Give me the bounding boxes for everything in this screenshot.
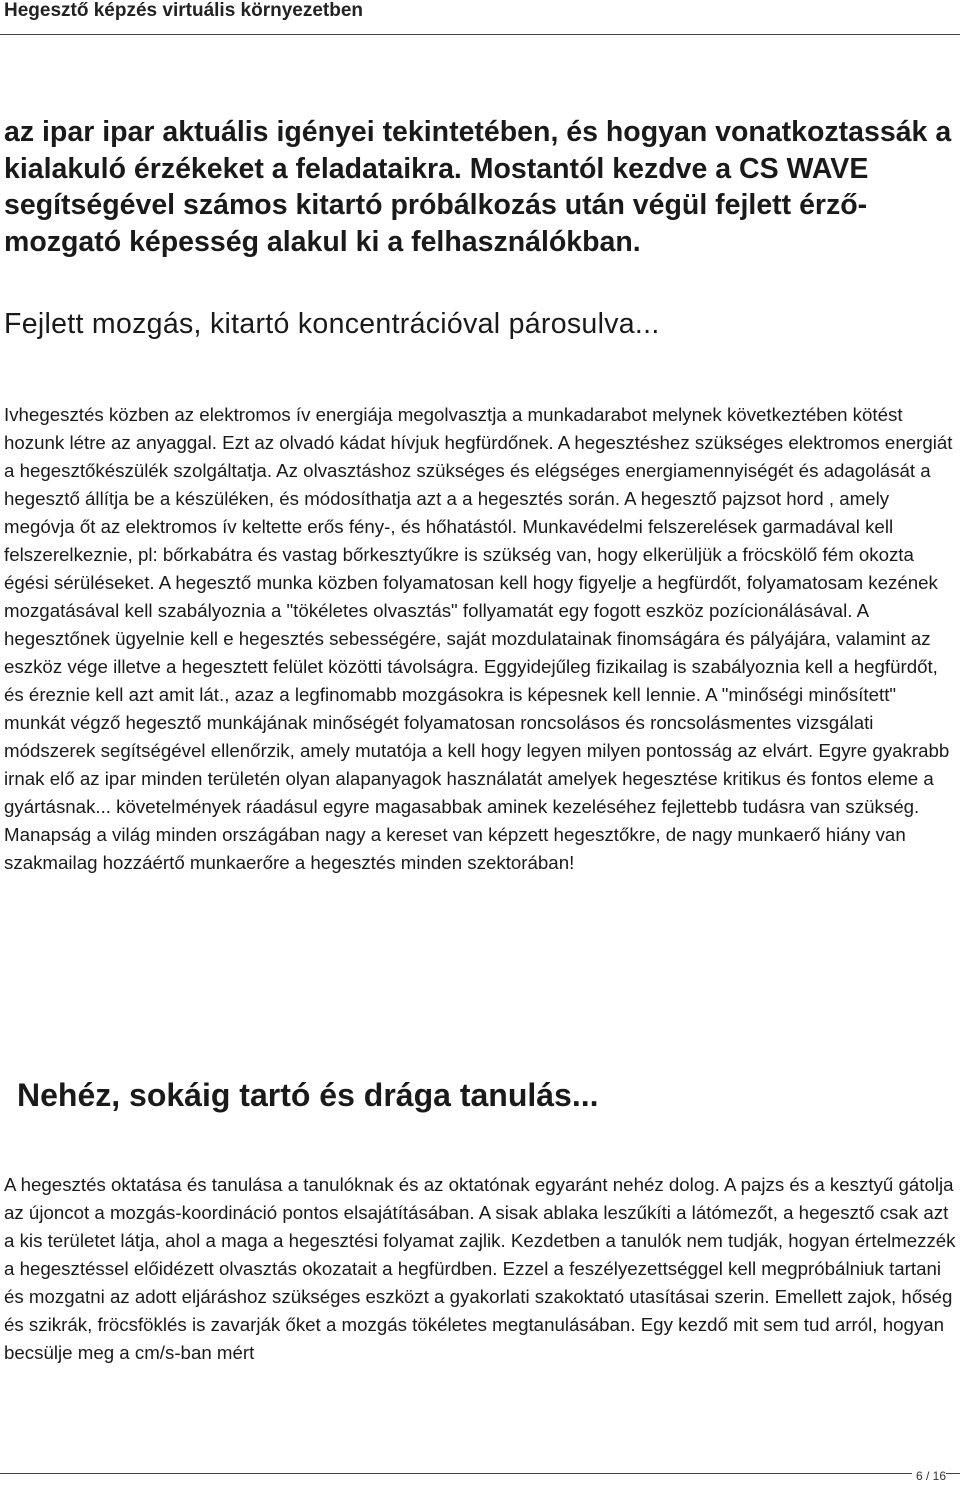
- page-footer: [0, 1469, 960, 1488]
- lead-paragraph: az ipar ipar aktuális igényei tekintetében, és hogyan vonatkoztassák a kialakuló érzékeket a feladataikra. Mostantól kezdve a CS WAVE segítségével számos kitartó próbálkozás után végül fejlett érző-mozgató képesség alakul ki a felhasználókban.: [4, 116, 952, 258]
- page-number: 6 / 16: [912, 1469, 946, 1483]
- body-paragraph-welding: Ivhegesztés közben az elektromos ív energiája megolvasztja a munkadarabot melynek következtében kötést hozunk létre az anyaggal. Ezt az olvadó kádat hívjuk hegfürdőnek. A hegesztéshez szükséges elektromos energiát a hegesztőkészülék szolgáltatja. Az olvasztáshoz szükséges és elégséges energiamennyiségét és adagolását a hegesztő állítja be a készüléken, és módosíthatja azt a a hegesztés során. A hegesztő pajzsot hord , amely megóvja őt az elektromos ív keltette erős fény-, és hőhatástól. Munkavédelmi felszerelések garmadával kell felszerelkeznie, pl: bőrkabátra és vastag bőrkesztyűkre is szükség van, hogy elkerüljük a fröcskölő fém okozta égési sérüléseket. A hegesztő munka közben folyamatosan kell hogy figyelje a hegfürdőt, folyamatosam kezének mozgatásával kell szabályoznia a "tökéletes olvasztás" follyamatát egy fogott eszköz pozícionálásával. A hegesztőnek ügyelnie kell e hegesztés sebességére, saját mozdulatainak finomságára és pályájára, valamint az eszköz vége illetve a hegesztett felület közötti távolságra. Eggyidejűleg fizikailag is szabályoznia kell a hegfürdőt, és éreznie kell azt amit lát., azaz a legfinomabb mozgásokra is képesnek kell lennie. A "minőségi minősített" munkát végző hegesztő munkájának minőségét folyamatosan roncsolásos és roncsolásmentes vizsgálati módszerek segítségével ellenőrzik, amely mutatója a kell hogy legyen milyen pontosság az elvárt. Egyre gyakrabb irnak elő az ipar minden területén olyan alapanyagok használatát amelyek hegesztése kritikus és fontos eleme a gyártásnak... követelmények ráadásul egyre magasabbak aminek kezeléséhez fejlettebb tudásra van szükség. Manapság a világ minden országában nagy a kereset van képzett hegesztőkre, de nagy munkaerő hiány van szakmailag hozzáértő munkaerőre a hegesztés minden szektorában!: [4, 404, 953, 873]
- document-title: Hegesztő képzés virtuális környezetben: [4, 0, 364, 21]
- section-heading-advanced-movement: Fejlett mozgás, kitartó koncentrációval párosulva...: [4, 308, 660, 340]
- section-heading-difficult-learning: Nehéz, sokáig tartó és drága tanulás...: [17, 1077, 599, 1113]
- page-header: [0, 0, 960, 35]
- body-paragraph-training: A hegesztés oktatása és tanulása a tanulóknak és az oktatónak egyaránt nehéz dolog. A pajzs és a kesztyű gátolja az újoncot a mozgás-koordináció pontos elsajátításában. A sisak ablaka leszűkíti a látómezőt, a hegesztő csak azt a kis területet látja, ahol a maga a hegesztési folyamat zajlik. Kezdetben a tanulók nem tudják, hogyan értelmezzék a hegesztéssel előidézett olvasztás okozatait a hegfürdben. Ezzel a feszélyezettséggel kell megpróbálniuk tartani és mozgatni az adott eljáráshoz szükséges eszközt a gyakorlati szakoktató utasításai szerin. Emellett zajok, hőség és szikrák, fröcsföklés is zavarják őket a mozgás tökéletes megtanulásában. Egy kezdő mit sem tud arról, hogyan becsülje meg a cm/s-ban mért: [4, 1174, 956, 1363]
